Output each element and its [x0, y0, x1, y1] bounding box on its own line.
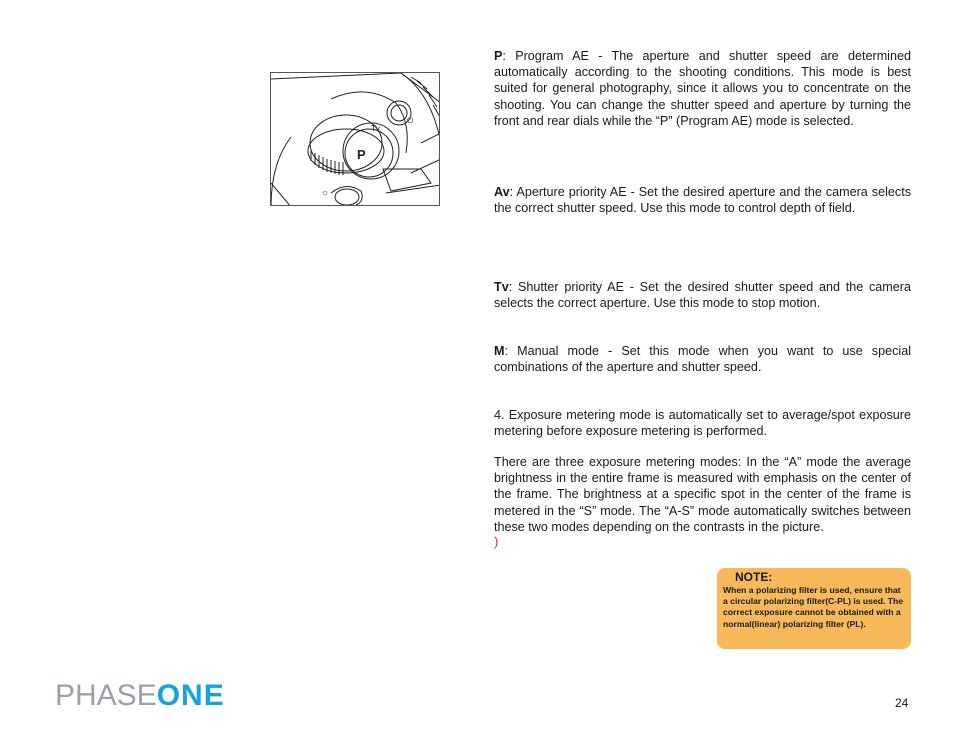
- page-number: 24: [895, 696, 909, 710]
- mode-label-m: M: [494, 344, 505, 358]
- paragraph-manual-mode: [494, 343, 911, 375]
- dial-label-tv: Tv: [371, 124, 380, 133]
- paragraph-program-ae-text: : Program AE - The aperture and shutter speed are determined automatically according to the shooting conditions. This mode is best suited for general photography, since it allows you to concentrate on the shooting. You can change the shutter speed and aperture by turning the front and rear dials while the “P” (Program AE) mode is selected.: [494, 49, 911, 128]
- mode-label-av: Av: [494, 185, 510, 199]
- logo-phase-text: PHASE: [55, 679, 157, 712]
- stray-mark: ): [494, 534, 499, 549]
- mode-dial-illustration: [270, 72, 440, 206]
- paragraph-shutter-priority-text: : Shutter priority AE - Set the desired shutter speed and the camera selects the correct aperture. Use this mode to stop motion.: [494, 280, 911, 311]
- svg-text:☼: ☼: [321, 187, 330, 197]
- paragraph-program-ae: [494, 48, 911, 129]
- logo-one-text: ONE: [156, 679, 225, 712]
- paragraph-aperture-priority-text: : Aperture priority AE - Set the desired aperture and the camera selects the correct shutter speed. Use this mode to control depth of field.: [494, 185, 911, 216]
- mode-label-tv: Tv: [494, 280, 509, 294]
- paragraph-aperture-priority: [494, 184, 911, 216]
- phase-one-logo: [55, 679, 225, 711]
- paragraph-metering-modes: There are three exposure metering modes: In the “A” mode the average brightness in the entire frame is measured with emphasis on the center of the frame. The brightness at a specific spot in the center of the frame is metered in the “S” mode. The “A-S” mode automatically switches between these two modes depending on the contrasts in the picture.: [494, 455, 911, 534]
- mode-label-p: P: [494, 49, 503, 63]
- note-title: NOTE:: [735, 570, 773, 584]
- paragraph-manual-mode-text: : Manual mode - Set this mode when you want to use special combinations of the aperture and shutter speed.: [494, 344, 911, 375]
- dial-label-p: P: [357, 147, 366, 162]
- note-box: [717, 568, 911, 649]
- paragraph-metering-mode: 4. Exposure metering mode is automatically set to average/spot exposure metering before exposure metering is performed.: [494, 408, 911, 439]
- paragraph-shutter-priority: [494, 279, 911, 311]
- camera-mode-dial-icon: [271, 73, 440, 206]
- note-body: When a polarizing filter is used, ensure that a circular polarizing filter(C-PL) is used. The correct exposure cannot be obtained with a normal(linear) polarizing filter (PL).: [723, 585, 904, 629]
- svg-text:⏻: ⏻: [407, 116, 414, 125]
